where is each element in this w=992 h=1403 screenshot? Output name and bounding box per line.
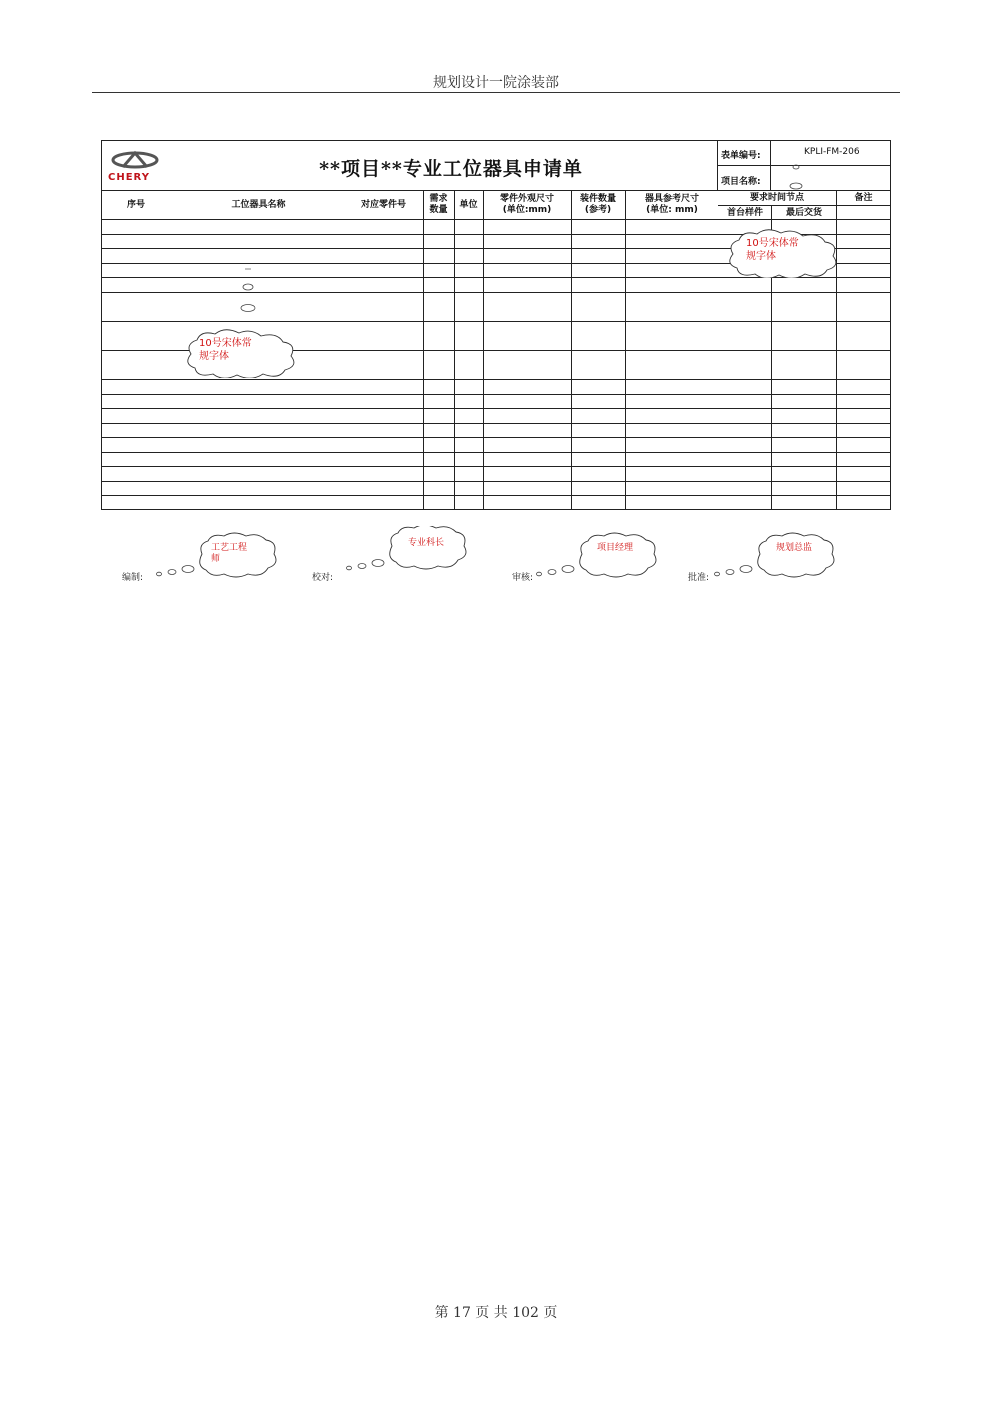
- project-name-label: 项目名称:: [721, 177, 761, 187]
- col-fixture-name: 工位器具名称: [231, 200, 286, 210]
- bubble-compile: 工艺工程 师: [211, 543, 248, 564]
- form-no-label: 表单编号:: [721, 151, 761, 161]
- thought-bubble-icon: [708, 532, 848, 582]
- callout-tail-icon: [239, 265, 259, 315]
- col-load-qty: 装件数量 (参考): [579, 194, 616, 215]
- bubble-proofread: 专业科长: [408, 538, 445, 548]
- thought-bubble-icon: [530, 532, 670, 582]
- cloud-note-left: 10号宋体常 规字体: [199, 338, 252, 362]
- col-qty: 需求 数量: [429, 194, 448, 215]
- signature-compile-label: 编制:: [122, 573, 144, 583]
- signature-approve-label: 批准:: [688, 573, 710, 583]
- header-rule: [92, 92, 900, 93]
- col-part-no: 对应零件号: [360, 200, 406, 210]
- page-footer: 第 17 页 共 102 页: [434, 1305, 558, 1321]
- col-fixture-size: 器具参考尺寸 (单位: mm): [644, 194, 699, 215]
- fixture-request-form: [101, 140, 891, 510]
- bubble-review: 项目经理: [597, 543, 634, 553]
- form-no-value: KPLI-FM-206: [804, 147, 860, 157]
- col-unit: 单位: [459, 200, 478, 210]
- signature-review-label: 审核:: [512, 573, 534, 583]
- logo-text: CHERY: [108, 172, 150, 183]
- col-time-node: 要求时间节点: [749, 193, 804, 203]
- cloud-note-right: 10号宋体常 规字体: [746, 238, 799, 262]
- signature-proofread-label: 校对:: [312, 573, 334, 583]
- thought-bubble-icon: [340, 526, 480, 576]
- col-seq: 序号: [126, 200, 145, 210]
- col-time-first-sample: 首台样件: [726, 208, 763, 218]
- col-part-size: 零件外观尺寸 (单位:mm): [499, 194, 554, 215]
- form-title: **项目**专业工位器具申请单: [319, 158, 583, 180]
- col-remark: 备注: [854, 193, 873, 203]
- bubble-approve: 规划总监: [776, 543, 813, 553]
- page-header: 规划设计一院涂装部: [433, 75, 559, 91]
- col-time-final-delivery: 最后交货: [785, 208, 822, 218]
